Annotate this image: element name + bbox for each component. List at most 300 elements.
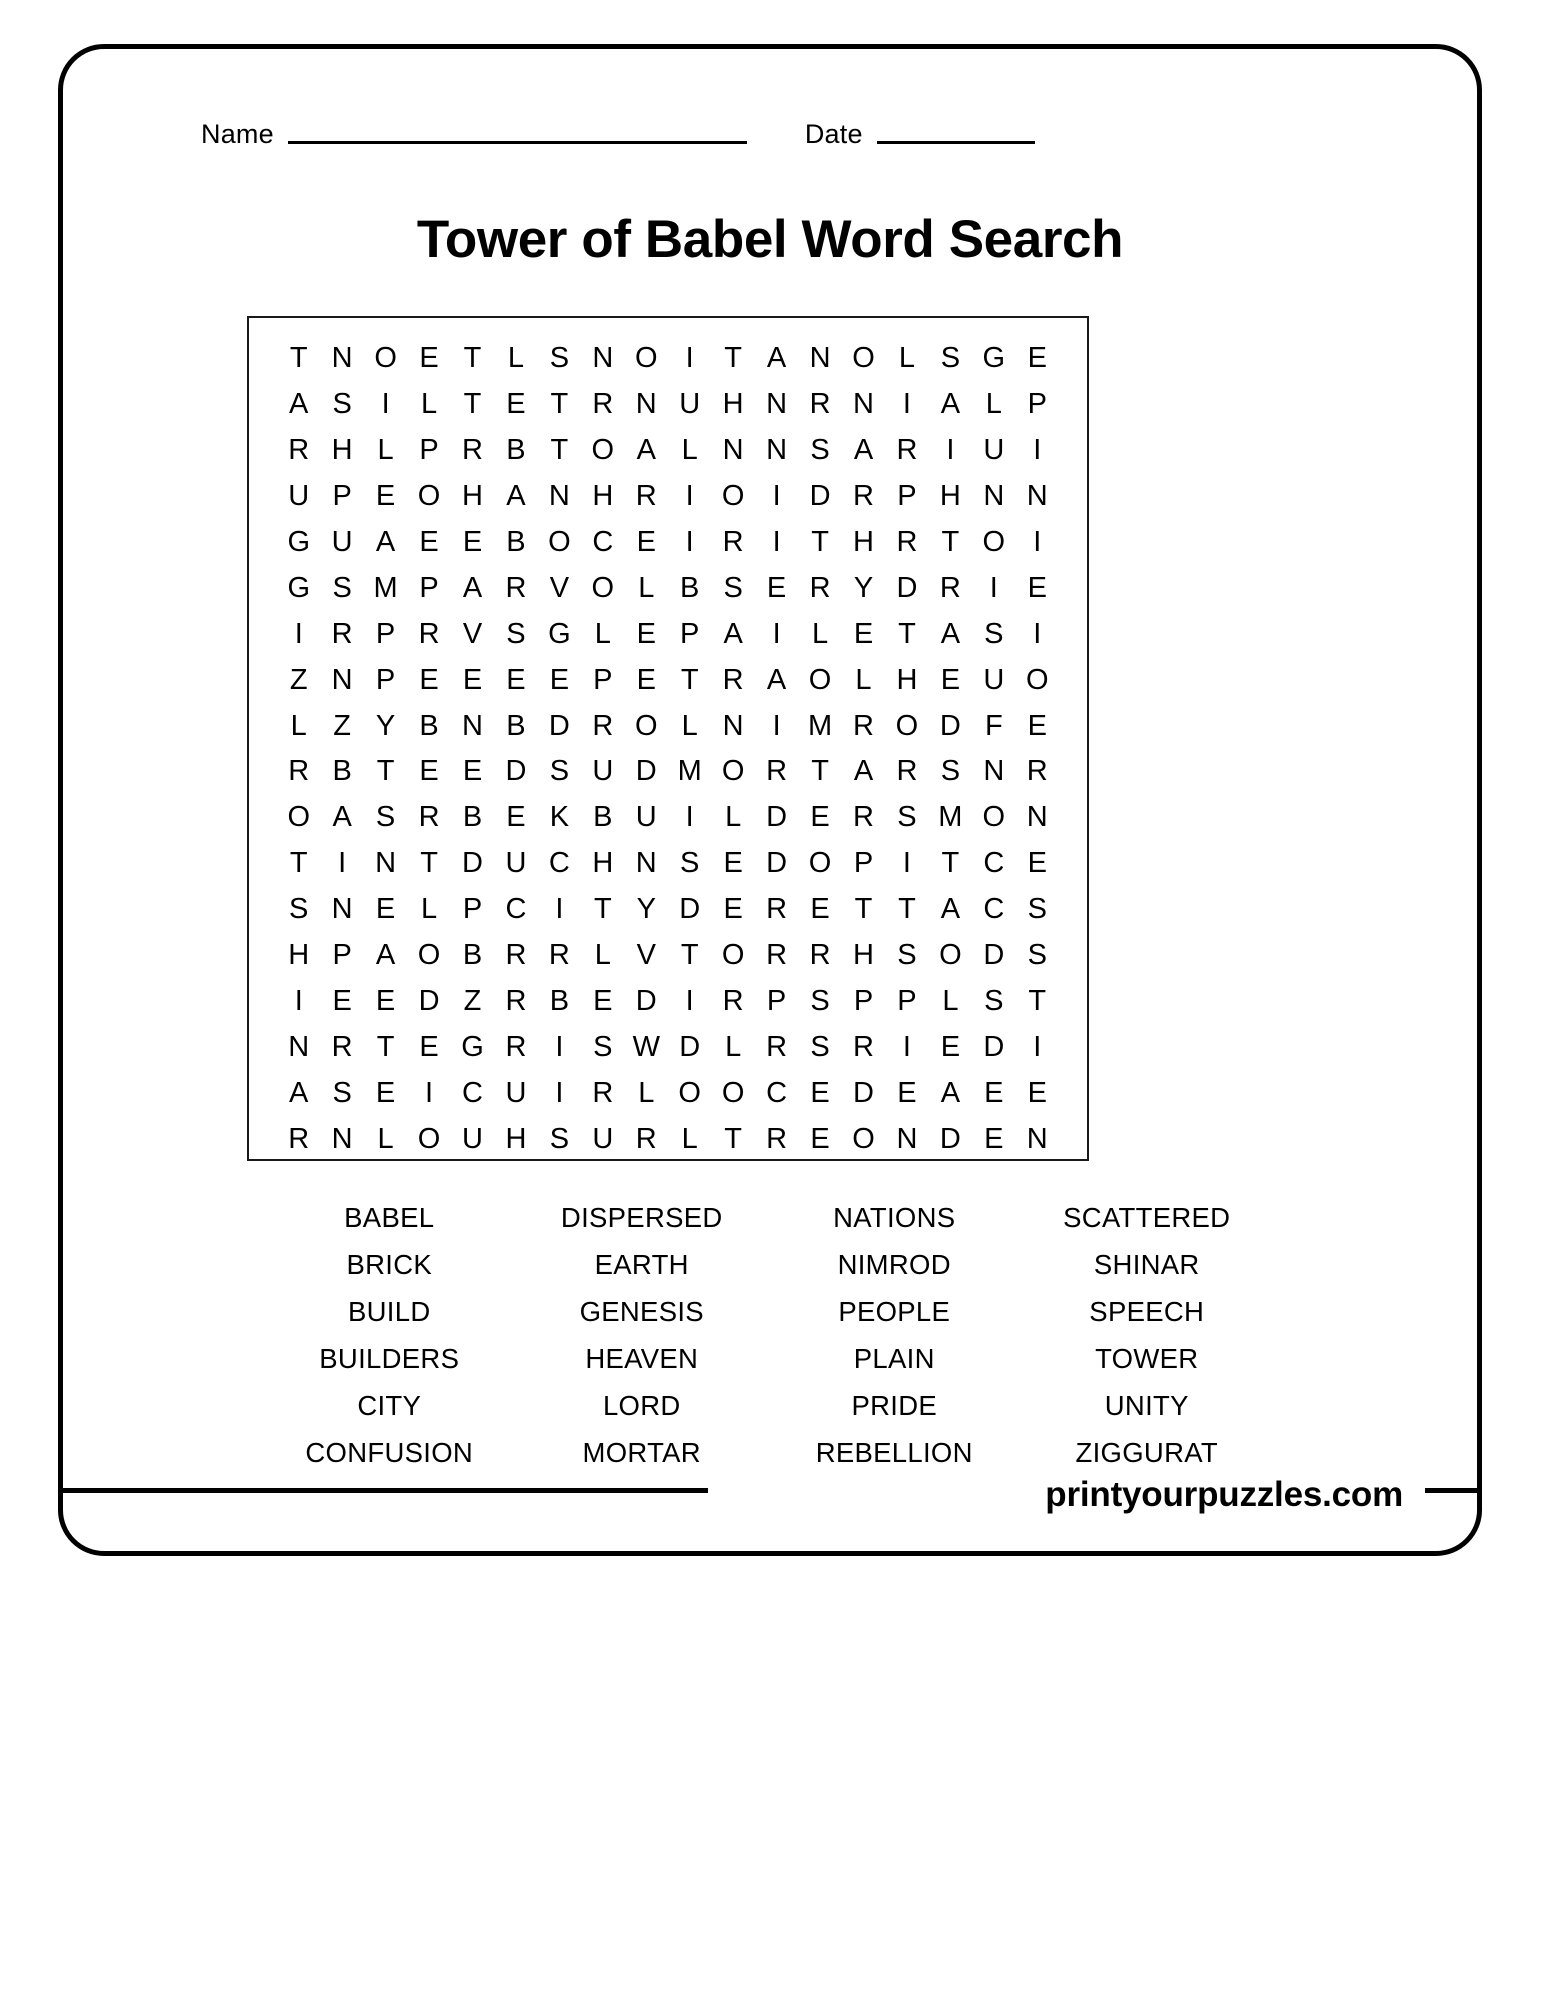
grid-cell[interactable]: I — [685, 342, 694, 375]
grid-cell[interactable]: E — [636, 663, 656, 696]
grid-cell[interactable]: S — [723, 571, 743, 604]
grid-cell[interactable]: I — [1033, 617, 1042, 650]
grid-cell[interactable]: L — [681, 709, 698, 742]
grid-cell[interactable]: E — [419, 526, 439, 558]
grid-cell[interactable]: L — [594, 617, 611, 650]
grid-cell[interactable]: O — [808, 663, 832, 696]
grid-cell[interactable]: P — [419, 434, 439, 467]
grid-cell[interactable]: O — [678, 1076, 701, 1109]
grid-cell[interactable]: T — [680, 663, 699, 696]
grid-cell[interactable]: T — [550, 434, 569, 467]
grid-cell[interactable]: T — [289, 847, 308, 880]
grid-cell[interactable]: E — [506, 388, 526, 421]
grid-cell[interactable]: U — [679, 388, 701, 421]
grid-cell[interactable]: P — [897, 984, 917, 1017]
grid-cell[interactable]: E — [506, 801, 526, 834]
grid-cell[interactable]: P — [462, 893, 483, 926]
grid-cell[interactable]: D — [505, 755, 527, 788]
grid-cell[interactable]: A — [332, 801, 352, 834]
word-list-item[interactable]: GENESIS — [579, 1295, 704, 1327]
grid-cell[interactable]: R — [766, 893, 788, 926]
grid-cell[interactable]: A — [940, 617, 961, 650]
grid-cell[interactable]: S — [680, 847, 700, 880]
grid-cell[interactable]: B — [506, 709, 526, 742]
grid-cell[interactable]: V — [636, 939, 656, 972]
grid-cell[interactable]: R — [853, 1030, 874, 1063]
grid-cell[interactable]: S — [332, 388, 352, 421]
grid-cell[interactable]: R — [809, 388, 831, 421]
grid-cell[interactable]: T — [898, 617, 916, 650]
grid-cell[interactable]: I — [555, 1030, 564, 1063]
grid-cell[interactable]: S — [810, 434, 830, 467]
grid-cell[interactable]: H — [896, 663, 918, 696]
grid-cell[interactable]: R — [548, 939, 570, 972]
grid-cell[interactable]: V — [549, 571, 570, 604]
grid-cell[interactable]: E — [810, 893, 830, 926]
grid-cell[interactable]: O — [591, 434, 615, 467]
grid-cell[interactable]: A — [636, 434, 656, 467]
grid-cell[interactable]: I — [338, 847, 347, 880]
grid-cell[interactable]: T — [941, 526, 960, 558]
word-list-item[interactable]: PLAIN — [853, 1342, 935, 1374]
grid-cell[interactable]: E — [375, 1076, 396, 1109]
grid-cell[interactable]: E — [332, 984, 352, 1017]
grid-cell[interactable]: R — [418, 617, 440, 650]
grid-cell[interactable]: H — [939, 480, 961, 513]
grid-cell[interactable]: D — [896, 571, 918, 604]
grid-cell[interactable]: N — [331, 1122, 353, 1155]
grid-cell[interactable]: I — [772, 526, 781, 558]
grid-cell[interactable]: L — [681, 1122, 698, 1155]
word-list-item[interactable]: NATIONS — [833, 1201, 956, 1233]
grid-cell[interactable]: R — [288, 755, 310, 788]
grid-cell[interactable]: D — [809, 480, 831, 513]
grid-cell[interactable]: P — [680, 617, 700, 650]
name-input-line[interactable] — [288, 141, 747, 144]
grid-cell[interactable]: R — [722, 663, 744, 696]
grid-cell[interactable]: T — [724, 1122, 743, 1155]
grid-cell[interactable]: O — [591, 571, 615, 604]
grid-cell[interactable]: N — [331, 663, 353, 696]
grid-cell[interactable]: T — [680, 939, 699, 972]
grid-cell[interactable]: U — [592, 755, 614, 788]
grid-cell[interactable]: E — [462, 755, 483, 788]
grid-cell[interactable]: R — [896, 755, 918, 788]
grid-cell[interactable]: E — [1027, 342, 1047, 375]
grid-cell[interactable]: D — [679, 1030, 701, 1063]
grid-cell[interactable]: S — [549, 342, 570, 375]
grid-cell[interactable]: E — [810, 1122, 830, 1155]
grid-cell[interactable]: E — [462, 526, 483, 558]
grid-cell[interactable]: R — [635, 1122, 657, 1155]
grid-cell[interactable]: E — [549, 663, 570, 696]
grid-cell[interactable]: N — [853, 388, 874, 421]
grid-cell[interactable]: I — [902, 388, 911, 421]
grid-cell[interactable]: C — [766, 1076, 788, 1109]
grid-cell[interactable]: P — [897, 480, 917, 513]
grid-cell[interactable]: U — [592, 1122, 614, 1155]
grid-cell[interactable]: L — [985, 388, 1002, 421]
grid-cell[interactable]: U — [983, 663, 1005, 696]
grid-cell[interactable]: S — [940, 342, 961, 375]
grid-cell[interactable]: E — [940, 1030, 961, 1063]
grid-cell[interactable]: A — [506, 480, 526, 513]
word-list-item[interactable]: REBELLION — [815, 1436, 973, 1468]
grid-cell[interactable]: E — [897, 1076, 917, 1109]
grid-cell[interactable]: Y — [853, 571, 874, 604]
grid-cell[interactable]: R — [766, 1122, 788, 1155]
grid-cell[interactable]: B — [419, 709, 439, 742]
grid-cell[interactable]: G — [982, 342, 1006, 375]
grid-cell[interactable]: E — [593, 984, 613, 1017]
grid-cell[interactable]: T — [550, 388, 569, 421]
grid-cell[interactable]: A — [853, 434, 874, 467]
grid-cell[interactable]: I — [946, 434, 955, 467]
grid-cell[interactable]: N — [766, 434, 788, 467]
grid-cell[interactable]: I — [1033, 526, 1042, 558]
grid-cell[interactable]: A — [375, 939, 396, 972]
grid-cell[interactable]: R — [462, 434, 483, 467]
grid-cell[interactable]: E — [462, 663, 483, 696]
grid-cell[interactable]: P — [853, 847, 874, 880]
grid-cell[interactable]: O — [721, 1076, 745, 1109]
grid-cell[interactable]: B — [506, 526, 526, 558]
grid-cell[interactable]: R — [505, 984, 527, 1017]
grid-cell[interactable]: O — [808, 847, 832, 880]
grid-cell[interactable]: N — [896, 1122, 918, 1155]
grid-cell[interactable]: I — [685, 984, 694, 1017]
grid-cell[interactable]: T — [1028, 984, 1047, 1017]
grid-cell[interactable]: O — [721, 755, 745, 788]
grid-cell[interactable]: G — [548, 617, 571, 650]
word-list-item[interactable]: NIMROD — [837, 1248, 951, 1280]
grid-cell[interactable]: L — [942, 984, 959, 1017]
grid-cell[interactable]: R — [592, 388, 614, 421]
grid-cell[interactable]: A — [940, 1076, 961, 1109]
grid-cell[interactable]: R — [939, 571, 961, 604]
grid-cell[interactable]: G — [287, 526, 310, 558]
word-list-item[interactable]: BUILDERS — [319, 1342, 460, 1374]
grid-cell[interactable]: L — [638, 1076, 655, 1109]
grid-cell[interactable]: N — [635, 847, 657, 880]
grid-cell[interactable]: U — [462, 1122, 483, 1155]
grid-cell[interactable]: C — [505, 893, 527, 926]
grid-cell[interactable]: O — [721, 939, 745, 972]
grid-cell[interactable]: H — [592, 847, 614, 880]
word-list-item[interactable]: CONFUSION — [305, 1436, 474, 1468]
grid-cell[interactable]: E — [810, 1076, 830, 1109]
grid-cell[interactable]: D — [418, 984, 440, 1017]
grid-cell[interactable]: N — [1026, 801, 1048, 834]
grid-cell[interactable]: R — [592, 1076, 614, 1109]
word-list-item[interactable]: CITY — [357, 1389, 422, 1421]
grid-cell[interactable]: N — [331, 342, 353, 375]
grid-cell[interactable]: L — [855, 663, 872, 696]
grid-cell[interactable]: R — [288, 434, 310, 467]
grid-cell[interactable]: S — [984, 984, 1004, 1017]
grid-cell[interactable]: U — [288, 480, 310, 513]
grid-cell[interactable]: E — [766, 571, 787, 604]
grid-cell[interactable]: E — [1027, 709, 1047, 742]
grid-cell[interactable]: L — [420, 388, 438, 421]
grid-cell[interactable]: T — [724, 342, 743, 375]
grid-cell[interactable]: L — [725, 1030, 742, 1063]
grid-cell[interactable]: R — [853, 709, 874, 742]
grid-cell[interactable]: A — [766, 663, 787, 696]
grid-cell[interactable]: L — [898, 342, 915, 375]
grid-cell[interactable]: O — [721, 480, 745, 513]
word-list-item[interactable]: SHINAR — [1093, 1248, 1200, 1280]
grid-cell[interactable]: I — [685, 526, 694, 558]
grid-cell[interactable]: G — [287, 571, 310, 604]
grid-cell[interactable]: N — [983, 755, 1005, 788]
grid-cell[interactable]: L — [594, 939, 611, 972]
grid-cell[interactable]: P — [1027, 388, 1047, 421]
grid-cell[interactable]: D — [635, 984, 657, 1017]
grid-cell[interactable]: U — [505, 847, 527, 880]
grid-cell[interactable]: E — [419, 663, 439, 696]
grid-cell[interactable]: D — [679, 893, 701, 926]
grid-cell[interactable]: R — [635, 480, 657, 513]
grid-cell[interactable]: N — [1026, 480, 1048, 513]
grid-cell[interactable]: N — [331, 893, 353, 926]
grid-cell[interactable]: B — [462, 801, 483, 834]
grid-cell[interactable]: R — [331, 617, 353, 650]
grid-cell[interactable]: V — [462, 617, 483, 650]
grid-cell[interactable]: M — [938, 801, 963, 834]
grid-cell[interactable]: E — [375, 984, 396, 1017]
grid-cell[interactable]: D — [766, 847, 788, 880]
grid-cell[interactable]: N — [462, 709, 483, 742]
grid-cell[interactable]: H — [462, 480, 483, 513]
grid-cell[interactable]: N — [592, 342, 614, 375]
grid-cell[interactable]: D — [939, 1122, 961, 1155]
grid-cell[interactable]: N — [722, 709, 744, 742]
grid-cell[interactable]: C — [983, 893, 1005, 926]
word-list-item[interactable]: UNITY — [1104, 1389, 1189, 1421]
grid-cell[interactable]: O — [982, 801, 1006, 834]
grid-cell[interactable]: H — [592, 480, 614, 513]
grid-cell[interactable]: N — [983, 480, 1005, 513]
grid-cell[interactable]: E — [984, 1122, 1004, 1155]
grid-cell[interactable]: B — [332, 755, 352, 788]
grid-cell[interactable]: H — [853, 526, 874, 558]
grid-cell[interactable]: S — [1027, 939, 1047, 972]
grid-cell[interactable]: T — [811, 526, 829, 558]
grid-cell[interactable]: O — [417, 1122, 441, 1155]
grid-cell[interactable]: O — [939, 939, 962, 972]
grid-cell[interactable]: S — [810, 1030, 830, 1063]
grid-cell[interactable]: T — [593, 893, 612, 926]
grid-cell[interactable]: O — [417, 939, 441, 972]
grid-cell[interactable]: E — [419, 342, 439, 375]
grid-cell[interactable]: Z — [463, 984, 482, 1017]
grid-cell[interactable]: O — [1025, 663, 1049, 696]
grid-cell[interactable]: L — [420, 893, 438, 926]
grid-cell[interactable]: S — [593, 1030, 613, 1063]
grid-cell[interactable]: P — [593, 663, 613, 696]
grid-cell[interactable]: P — [419, 571, 439, 604]
grid-cell[interactable]: R — [1026, 755, 1048, 788]
grid-cell[interactable]: E — [419, 1030, 439, 1063]
grid-cell[interactable]: L — [507, 342, 524, 375]
grid-cell[interactable]: R — [722, 526, 744, 558]
date-input-line[interactable] — [877, 141, 1035, 144]
grid-cell[interactable]: E — [723, 847, 743, 880]
word-list-item[interactable]: TOWER — [1095, 1342, 1199, 1374]
grid-cell[interactable]: P — [332, 939, 352, 972]
grid-cell[interactable]: I — [902, 847, 911, 880]
word-list-item[interactable]: MORTAR — [582, 1436, 701, 1468]
grid-cell[interactable]: O — [852, 1122, 875, 1155]
grid-cell[interactable]: I — [772, 709, 781, 742]
grid-cell[interactable]: C — [592, 526, 614, 558]
grid-cell[interactable]: R — [896, 526, 918, 558]
grid-cell[interactable]: B — [680, 571, 700, 604]
grid-cell[interactable]: D — [983, 1030, 1005, 1063]
word-list-item[interactable]: SPEECH — [1089, 1295, 1205, 1327]
grid-cell[interactable]: B — [549, 984, 570, 1017]
word-list-item[interactable]: BABEL — [344, 1201, 435, 1233]
grid-cell[interactable]: R — [766, 755, 788, 788]
grid-cell[interactable]: I — [772, 480, 781, 513]
grid-cell[interactable]: I — [381, 388, 390, 421]
grid-cell[interactable]: S — [897, 801, 917, 834]
grid-cell[interactable]: R — [331, 1030, 353, 1063]
grid-cell[interactable]: E — [1027, 847, 1047, 880]
word-list-item[interactable]: EARTH — [594, 1248, 689, 1280]
grid-cell[interactable]: R — [288, 1122, 310, 1155]
grid-cell[interactable]: I — [902, 1030, 911, 1063]
grid-cell[interactable]: R — [505, 1030, 527, 1063]
grid-cell[interactable]: T — [289, 342, 308, 375]
grid-cell[interactable]: B — [462, 939, 483, 972]
grid-cell[interactable]: O — [634, 342, 658, 375]
grid-cell[interactable]: S — [984, 617, 1004, 650]
word-list-item[interactable]: LORD — [602, 1389, 681, 1421]
grid-cell[interactable]: I — [989, 571, 998, 604]
grid-cell[interactable]: F — [984, 709, 1003, 742]
grid-cell[interactable]: I — [772, 617, 781, 650]
grid-cell[interactable]: N — [635, 388, 657, 421]
grid-cell[interactable]: C — [983, 847, 1005, 880]
grid-cell[interactable]: H — [505, 1122, 527, 1155]
grid-cell[interactable]: R — [766, 939, 788, 972]
grid-cell[interactable]: S — [897, 939, 917, 972]
grid-cell[interactable]: A — [375, 526, 396, 558]
grid-cell[interactable]: R — [418, 801, 440, 834]
grid-cell[interactable]: T — [811, 755, 829, 788]
grid-cell[interactable]: D — [635, 755, 657, 788]
grid-cell[interactable]: L — [811, 617, 829, 650]
grid-cell[interactable]: S — [375, 801, 396, 834]
grid-cell[interactable]: Y — [636, 893, 656, 926]
grid-cell[interactable]: T — [898, 893, 916, 926]
grid-cell[interactable]: E — [419, 755, 439, 788]
grid-cell[interactable]: D — [766, 801, 788, 834]
grid-cell[interactable]: R — [896, 434, 918, 467]
grid-cell[interactable]: T — [463, 342, 482, 375]
grid-cell[interactable]: U — [983, 434, 1005, 467]
grid-cell[interactable]: T — [463, 388, 482, 421]
grid-cell[interactable]: H — [331, 434, 353, 467]
grid-cell[interactable]: O — [374, 342, 397, 375]
grid-cell[interactable]: I — [294, 984, 303, 1017]
grid-cell[interactable]: I — [555, 893, 564, 926]
grid-cell[interactable]: O — [982, 526, 1006, 558]
grid-cell[interactable]: S — [549, 1122, 570, 1155]
grid-cell[interactable]: C — [462, 1076, 483, 1109]
grid-cell[interactable]: A — [766, 342, 787, 375]
grid-cell[interactable]: H — [722, 388, 744, 421]
grid-cell[interactable]: S — [332, 1076, 352, 1109]
grid-cell[interactable]: I — [1033, 1030, 1042, 1063]
grid-cell[interactable]: O — [634, 709, 658, 742]
grid-cell[interactable]: A — [462, 571, 483, 604]
grid-cell[interactable]: N — [1026, 1122, 1048, 1155]
grid-cell[interactable]: T — [941, 847, 960, 880]
grid-cell[interactable]: R — [809, 571, 831, 604]
grid-cell[interactable]: R — [809, 939, 831, 972]
grid-cell[interactable]: S — [940, 755, 961, 788]
grid-cell[interactable]: M — [373, 571, 398, 604]
grid-cell[interactable]: A — [940, 893, 961, 926]
grid-cell[interactable]: P — [375, 617, 396, 650]
grid-cell[interactable]: K — [549, 801, 570, 834]
grid-cell[interactable]: E — [940, 663, 961, 696]
grid-cell[interactable]: S — [1027, 893, 1047, 926]
grid-cell[interactable]: L — [638, 571, 655, 604]
grid-cell[interactable]: E — [375, 480, 396, 513]
grid-cell[interactable]: L — [725, 801, 742, 834]
grid-cell[interactable]: O — [287, 801, 310, 834]
grid-cell[interactable]: N — [548, 480, 570, 513]
grid-cell[interactable]: Z — [333, 709, 352, 742]
grid-cell[interactable]: I — [294, 617, 303, 650]
word-list-item[interactable]: PRIDE — [851, 1389, 938, 1421]
grid-cell[interactable]: U — [331, 526, 353, 558]
grid-cell[interactable]: Z — [289, 663, 308, 696]
grid-cell[interactable]: N — [375, 847, 397, 880]
grid-cell[interactable]: O — [548, 526, 571, 558]
grid-cell[interactable]: E — [853, 617, 874, 650]
grid-cell[interactable]: E — [636, 526, 656, 558]
grid-cell[interactable]: E — [506, 663, 526, 696]
grid-cell[interactable]: T — [854, 893, 873, 926]
grid-cell[interactable]: T — [376, 755, 395, 788]
grid-cell[interactable]: D — [548, 709, 570, 742]
grid-cell[interactable]: D — [462, 847, 483, 880]
grid-cell[interactable]: S — [506, 617, 526, 650]
grid-cell[interactable]: N — [722, 434, 744, 467]
grid-cell[interactable]: E — [375, 893, 396, 926]
grid-cell[interactable]: U — [505, 1076, 527, 1109]
grid-cell[interactable]: B — [593, 801, 613, 834]
grid-cell[interactable]: D — [939, 709, 961, 742]
grid-cell[interactable]: R — [853, 801, 874, 834]
grid-cell[interactable]: E — [636, 617, 656, 650]
grid-cell[interactable]: L — [377, 1122, 394, 1155]
grid-cell[interactable]: E — [984, 1076, 1004, 1109]
grid-cell[interactable]: P — [375, 663, 396, 696]
grid-cell[interactable]: L — [377, 434, 394, 467]
grid-cell[interactable]: A — [723, 617, 743, 650]
grid-cell[interactable]: O — [895, 709, 919, 742]
grid-cell[interactable]: N — [809, 342, 831, 375]
grid-cell[interactable]: Y — [375, 709, 396, 742]
grid-cell[interactable]: D — [853, 1076, 874, 1109]
grid-cell[interactable]: P — [766, 984, 787, 1017]
